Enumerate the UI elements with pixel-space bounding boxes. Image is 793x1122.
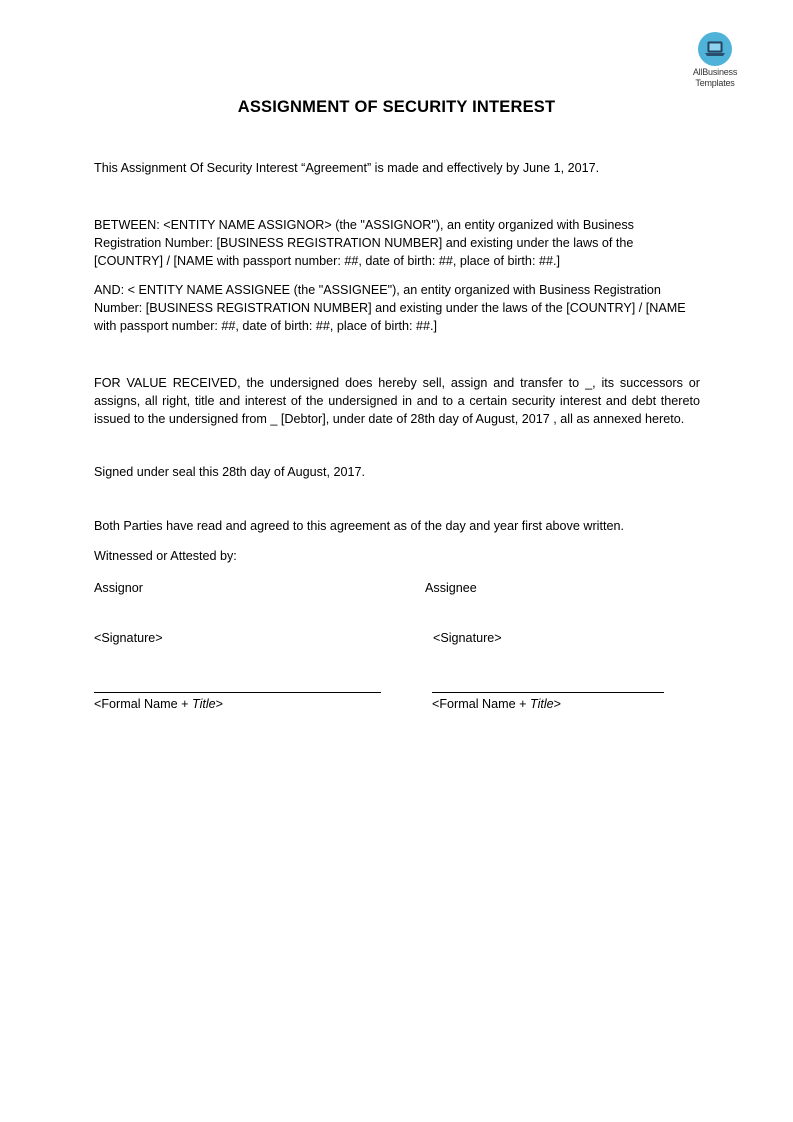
assignor-name-title: Title — [191, 697, 216, 711]
assignor-name-suffix: > — [215, 697, 224, 711]
laptop-icon — [698, 32, 732, 66]
allbusiness-logo — [680, 32, 750, 88]
assignor-label: Assignor — [94, 581, 143, 595]
both-parties-paragraph: Both Parties have read and agreed to this agreement as of the day and year first above written. — [94, 519, 624, 533]
logo-text-line1: AllBusiness — [692, 67, 738, 77]
assignor-name-prefix: <Formal Name + — [94, 697, 192, 711]
assignor-formal-name — [94, 695, 223, 713]
document-title: ASSIGNMENT OF SECURITY INTEREST — [237, 98, 556, 116]
witnessed-label: Witnessed or Attested by: — [94, 549, 237, 563]
value-received-paragraph: FOR VALUE RECEIVED, the undersigned does hereby sell, assign and transfer to _, its successors or assigns, all right, title and interest of the undersigned in and to a certain security interest and debt thereto issued to the undersigned from _ [Debtor], under date of 28th day of August, 2017 , all as annexed hereto. — [94, 376, 700, 426]
logo-text-line2: Templates — [695, 78, 735, 88]
and-paragraph: AND: < ENTITY NAME ASSIGNEE (the "ASSIGNEE"), an entity organized with Business Registration Number: [BUSINESS REGISTRATION NUMBER] and existing under the laws of the [COUNTRY] / [NAME with passport number: ##, date of birth: ##, place of birth: ##.] — [94, 283, 686, 333]
intro-paragraph: This Assignment Of Security Interest “Agreement” is made and effectively by June 1, 2017. — [94, 161, 600, 175]
assignor-signature-line — [94, 692, 381, 693]
assignee-signature-placeholder: <Signature> — [433, 631, 502, 645]
assignee-formal-name — [432, 695, 561, 713]
assignee-name-suffix: > — [553, 697, 562, 711]
assignee-signature-line — [432, 692, 664, 693]
assignee-name-title: Title — [529, 697, 554, 711]
between-paragraph: BETWEEN: <ENTITY NAME ASSIGNOR> (the "ASSIGNOR"), an entity organized with Business Registration Number: [BUSINESS REGISTRATION NUMBER] and existing under the laws of the [COUNTRY] / [NAME with passport number: ##, date of birth: ##, place of birth: ##.] — [94, 218, 634, 268]
assignee-name-prefix: <Formal Name + — [432, 697, 530, 711]
assignor-signature-placeholder: <Signature> — [94, 631, 163, 645]
assignee-label: Assignee — [425, 581, 477, 595]
signed-under-seal-paragraph: Signed under seal this 28th day of August, 2017. — [94, 465, 365, 479]
